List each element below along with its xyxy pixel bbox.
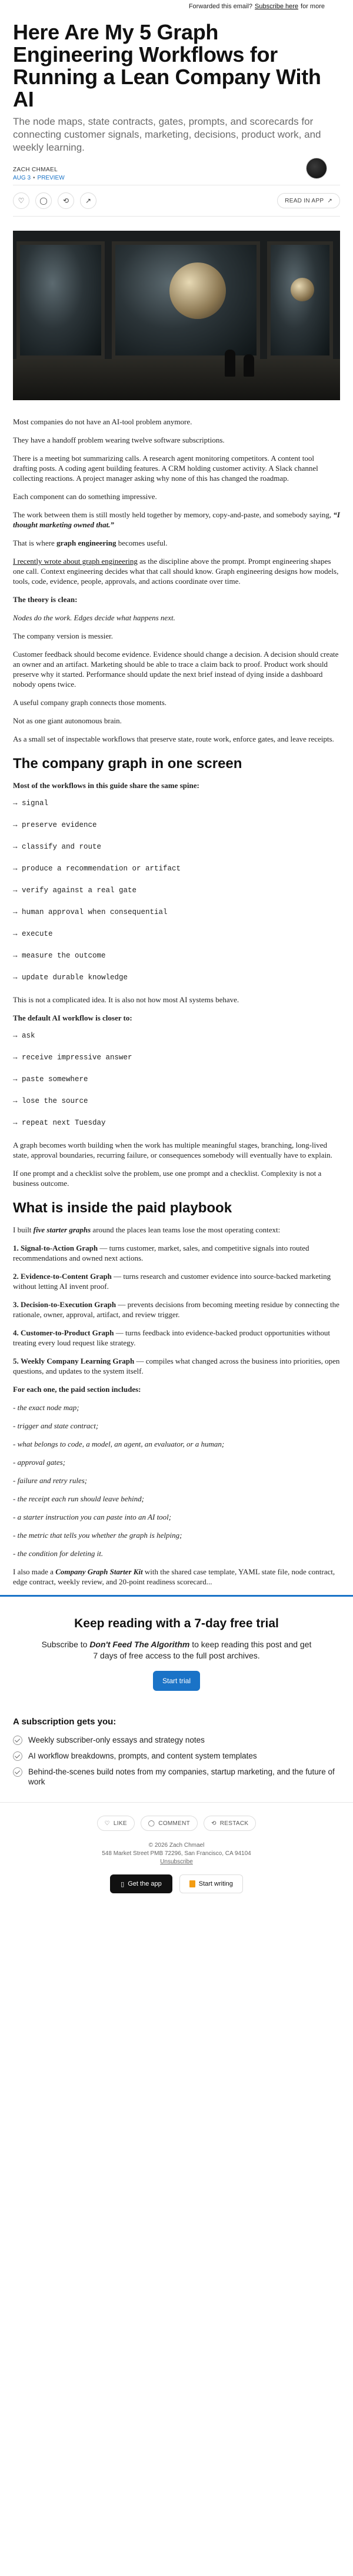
benefit-text: Behind-the-scenes build notes from my companies, startup marketing, and the future of work xyxy=(28,1767,335,1786)
included-item xyxy=(13,1475,340,1485)
get-app-label: Get the app xyxy=(128,1880,162,1887)
restack-label: RESTACK xyxy=(219,1820,249,1827)
paragraph: They have a handoff problem wearing twelve software subscriptions. xyxy=(13,436,225,444)
check-icon xyxy=(13,1767,22,1777)
graph-number: 2. xyxy=(13,1272,19,1281)
paragraph xyxy=(13,1013,340,1023)
text: around the places lean teams lose the most operating context: xyxy=(92,1225,281,1234)
get-app-button[interactable] xyxy=(110,1874,172,1893)
each-lead: For each one, the paid section includes: xyxy=(13,1385,141,1394)
graph-number: 1. xyxy=(13,1244,19,1252)
default-step: → receive impressive answer xyxy=(13,1053,132,1062)
paragraph xyxy=(13,1225,340,1235)
paragraph: Not as one giant autonomous brain. xyxy=(13,716,122,725)
paragraph xyxy=(13,1567,340,1587)
graph-desc: — turns feedback into evidence-backed product opportunities without treating every loud request like strategy. xyxy=(13,1328,331,1347)
hero-figure xyxy=(225,350,235,377)
graph-name: Evidence-to-Content Graph xyxy=(21,1272,112,1281)
text: I built xyxy=(13,1225,32,1234)
default-step: → repeat next Tuesday xyxy=(13,1119,106,1127)
copyright: © 2026 Zach Chmael xyxy=(148,1842,205,1849)
text: to keep reading this post and get 7 days of free access to the full post archives. xyxy=(93,1640,312,1660)
section-heading: What is inside the paid playbook xyxy=(13,1200,232,1216)
publication-name: Don't Feed The Algorithm xyxy=(89,1640,190,1649)
text: becomes useful. xyxy=(118,539,168,547)
included-item xyxy=(13,1494,340,1504)
footer-actions xyxy=(0,1802,353,1831)
graph-item xyxy=(13,1328,340,1348)
restack-icon: ⟲ xyxy=(211,1820,217,1827)
author-name[interactable]: ZACH CHMAEL xyxy=(13,166,58,173)
graph-name: Weekly Company Learning Graph xyxy=(21,1357,135,1365)
like-button[interactable] xyxy=(97,1816,135,1831)
hero-window-center xyxy=(112,241,260,359)
comment-button[interactable] xyxy=(141,1816,198,1831)
benefit-text: Weekly subscriber-only essays and strategy notes xyxy=(28,1736,205,1744)
spine-step: → measure the outcome xyxy=(13,952,106,960)
section-heading: The company graph in one screen xyxy=(13,756,242,772)
paragraph: A useful company graph connects those moments. xyxy=(13,698,167,707)
paragraph: Each component can do something impressive. xyxy=(13,492,157,501)
default-lead: The default AI workflow is closer to: xyxy=(13,1013,132,1022)
check-icon xyxy=(13,1736,22,1745)
forward-bar xyxy=(0,0,353,13)
included-item xyxy=(13,1402,340,1412)
graph-item xyxy=(13,1271,340,1291)
spine-step: → verify against a real gate xyxy=(13,886,137,895)
footer-buttons xyxy=(0,1874,353,1893)
text: The work between them is still mostly held together by memory, copy-and-paste, and somebody saying, xyxy=(13,510,332,519)
graph-name: Signal-to-Action Graph xyxy=(21,1244,98,1252)
comment-label: COMMENT xyxy=(158,1820,191,1827)
substack-logo-icon xyxy=(189,1880,195,1887)
paragraph: Customer feedback should become evidence. Evidence should change a decision. A decision should create an owner and an artifact. Marketing should be able to trace a claim back to proof. Product work should preserve why it started. Performance should update the next brief instead of dying inside a dashboard nobody opens twice. xyxy=(13,650,339,689)
preview-label: PREVIEW xyxy=(37,174,65,181)
included-text: - what belongs to code, a model, an agent, an evaluator, or a human; xyxy=(13,1440,225,1448)
graph-item xyxy=(13,1243,340,1263)
start-writing-button[interactable] xyxy=(179,1874,243,1893)
restack-button[interactable] xyxy=(204,1816,256,1831)
post-body xyxy=(13,417,340,1587)
footer xyxy=(0,1842,353,1866)
paragraph: This is not a complicated idea. It is also not how most AI systems behave. xyxy=(13,995,239,1004)
graph-desc: — turns research and customer evidence into source-backed marketing without letting AI invent proof. xyxy=(13,1272,331,1291)
included-text: - failure and retry rules; xyxy=(13,1476,88,1485)
paragraph: The company version is messier. xyxy=(13,631,114,640)
text: I also made a xyxy=(13,1567,54,1576)
forward-text: Forwarded this email? xyxy=(188,3,253,10)
post-title: Here Are My 5 Graph Engineering Workflows for Running a Lean Company With AI xyxy=(13,20,321,111)
benefit-item xyxy=(13,1767,340,1787)
bottom-spacer xyxy=(0,1893,353,1907)
paragraph: If one prompt and a checklist solve the problem, use one prompt and a checklist. Complexity is not a business outcome. xyxy=(13,1169,322,1188)
spine-step: → signal xyxy=(13,799,49,807)
post-actions xyxy=(13,185,340,217)
comment-icon: ◯ xyxy=(148,1820,155,1827)
graph-item xyxy=(13,1356,340,1376)
forward-suffix: for more xyxy=(301,3,325,10)
text: with the shared case template, YAML state file, node contract, edge contract, weekly review, and 20-point readiness scorecard... xyxy=(13,1567,335,1586)
graph-name: Customer-to-Product Graph xyxy=(21,1328,114,1337)
paragraph: As a small set of inspectable workflows that preserve state, route work, enforce gates, and leave receipts. xyxy=(13,734,334,743)
included-text: - a starter instruction you can paste into an AI tool; xyxy=(13,1513,172,1521)
graph-item xyxy=(13,1299,340,1319)
paragraph xyxy=(13,613,340,623)
post-subtitle: The node maps, state contracts, gates, prompts, and scorecards for connecting customer signals, marketing, decisions, product work, and weekly learning. xyxy=(13,116,321,153)
graph-number: 4. xyxy=(13,1328,19,1337)
hero-figure-2 xyxy=(244,354,254,377)
hero-window-right xyxy=(267,241,333,359)
paragraph: Most companies do not have an AI-tool problem anymore. xyxy=(13,417,192,426)
hero-image xyxy=(13,231,340,400)
emphasis: five starter graphs xyxy=(33,1225,91,1234)
included-item xyxy=(13,1530,340,1540)
byline xyxy=(13,154,340,182)
graph-number: 3. xyxy=(13,1300,19,1309)
address: 548 Market Street PMB 72296, San Francisco, CA 94104 xyxy=(102,1850,251,1857)
paywall-title: Keep reading with a 7-day free trial xyxy=(74,1617,279,1630)
restack-icon[interactable]: ⟲ xyxy=(58,192,74,209)
theory-line: Nodes do the work. Edges decide what happens next. xyxy=(13,613,175,622)
paragraph xyxy=(13,1384,340,1394)
benefits-header: A subscription gets you: xyxy=(13,1717,116,1727)
paragraph xyxy=(13,594,340,604)
heart-icon: ♡ xyxy=(104,1820,110,1827)
included-item xyxy=(13,1548,340,1558)
unsubscribe-link[interactable]: Unsubscribe xyxy=(160,1859,193,1865)
default-step: → lose the source xyxy=(13,1097,88,1105)
phone-icon: ▯ xyxy=(121,1880,125,1888)
quote: “I thought marketing owned that.” xyxy=(13,510,340,529)
meta-separator: • xyxy=(33,174,35,181)
spine-step: → preserve evidence xyxy=(13,821,97,829)
hero-moon xyxy=(291,278,314,301)
paragraph xyxy=(13,510,340,530)
heart-icon[interactable]: ♡ xyxy=(13,192,29,209)
spine-step: → produce a recommendation or artifact xyxy=(13,865,181,873)
subscribe-link[interactable]: Subscribe here xyxy=(255,3,299,10)
included-item xyxy=(13,1457,340,1467)
text: That is where xyxy=(13,539,55,547)
benefit-item xyxy=(13,1735,340,1745)
included-item xyxy=(13,1421,340,1431)
paragraph xyxy=(13,780,340,790)
graph-desc: — compiles what changed across the business into priorities, open questions, and updates to the system itself. xyxy=(13,1357,340,1375)
included-item xyxy=(13,1439,340,1449)
check-icon xyxy=(13,1751,22,1761)
theory-heading: The theory is clean: xyxy=(13,595,78,604)
default-step: → ask xyxy=(13,1032,35,1040)
included-text: - trigger and state contract; xyxy=(13,1421,99,1430)
subscription-benefits xyxy=(0,1703,353,1787)
included-text: - approval gates; xyxy=(13,1458,66,1467)
graph-name: Decision-to-Execution Graph xyxy=(21,1300,116,1309)
start-writing-label: Start writing xyxy=(198,1880,233,1887)
included-text: - the metric that tells you whether the graph is helping; xyxy=(13,1531,182,1540)
emphasis: Company Graph Starter Kit xyxy=(55,1567,143,1576)
default-step: → paste somewhere xyxy=(13,1075,88,1083)
emphasis: graph engineering xyxy=(56,539,116,547)
paragraph xyxy=(13,556,340,586)
start-trial-button[interactable]: Start trial xyxy=(153,1671,200,1691)
benefit-text: AI workflow breakdowns, prompts, and content system templates xyxy=(28,1751,257,1760)
read-in-app-label: READ IN APP xyxy=(285,197,324,204)
included-text: - the condition for deleting it. xyxy=(13,1549,104,1558)
spine-step: → execute xyxy=(13,930,53,938)
post-date: AUG 3 xyxy=(13,174,31,181)
spine-step: → classify and route xyxy=(13,843,102,851)
spine-step: → human approval when consequential xyxy=(13,908,168,916)
included-item xyxy=(13,1512,340,1522)
like-label: LIKE xyxy=(113,1820,127,1827)
paragraph xyxy=(13,538,340,548)
graph-engineering-link[interactable]: I recently wrote about graph engineering xyxy=(13,557,138,566)
text: as the discipline above the prompt. Prompt engineering shapes one call. Context engineering decides what that call should know. Graph engineering designs how models, tools, code, evidence, people, approvals, and actions coordinate over time. xyxy=(13,557,339,586)
paywall-text xyxy=(38,1639,315,1661)
graph-number: 5. xyxy=(13,1357,19,1365)
comment-icon[interactable]: ◯ xyxy=(35,192,52,209)
author-avatar[interactable] xyxy=(306,158,327,179)
paragraph: There is a meeting bot summarizing calls. A research agent monitoring competitors. A content tool drafting posts. A coding agent building features. A CRM holding customer activity. A Slack channel collecting reactions. A project manager asking why none of this has changed the roadmap. xyxy=(13,454,318,483)
graph-desc: — prevents decisions from becoming meeting residue by connecting the rationale, owner, approval, artifact, and review trigger. xyxy=(13,1300,339,1319)
share-icon[interactable]: ↗ xyxy=(80,192,96,209)
benefit-item xyxy=(13,1751,340,1761)
spine-step: → update durable knowledge xyxy=(13,973,128,982)
read-in-app-button[interactable] xyxy=(277,193,340,208)
included-text: - the receipt each run should leave behind; xyxy=(13,1494,144,1503)
included-text: - the exact node map; xyxy=(13,1403,79,1412)
text: Subscribe to xyxy=(41,1640,88,1649)
hero-window-left xyxy=(16,241,105,359)
graph-desc: — turns customer, market, sales, and competitive signals into routed recommendations and owned next actions. xyxy=(13,1244,309,1262)
paywall xyxy=(0,1595,353,1703)
paragraph: A graph becomes worth building when the work has multiple meaningful stages, branching, long-lived state, approval boundaries, recurring failure, or consequences somebody will eventually have to explain. xyxy=(13,1141,332,1159)
hero-floor xyxy=(13,359,340,400)
spine-lead: Most of the workflows in this guide share the same spine: xyxy=(13,781,199,790)
hero-planet xyxy=(169,262,226,319)
arrow-up-right-icon: ↗ xyxy=(327,197,332,204)
